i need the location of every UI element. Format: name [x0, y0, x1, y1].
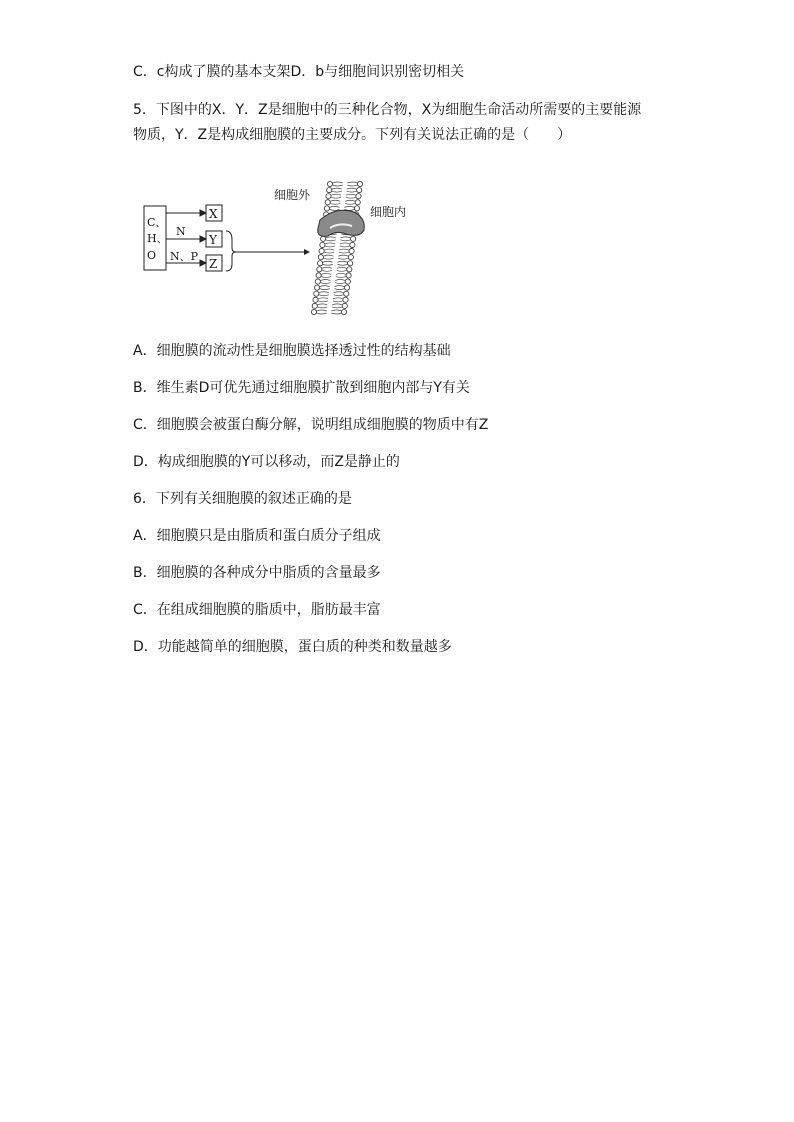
lipid-head	[317, 261, 322, 266]
lipid-head	[321, 236, 326, 241]
box-y-label: Y	[209, 233, 217, 247]
lipid-tail	[339, 249, 349, 253]
arrow-head-membrane	[304, 249, 310, 255]
lipid-tail	[330, 200, 340, 204]
lipid-head	[315, 279, 320, 284]
lipid-tail	[347, 188, 357, 192]
element-c: C、	[147, 216, 167, 229]
lipid-head	[313, 297, 318, 302]
lipid-head	[316, 273, 321, 278]
lipid-head	[356, 194, 361, 199]
q5-stem-line-1: 5．下图中的X．Y．Z是细胞中的三种化合物，X为细胞生命活动所需要的主要能源	[133, 102, 642, 118]
q6-option-b: B．细胞膜的各种成分中脂质的含量最多	[133, 565, 381, 581]
lipid-tail	[344, 206, 354, 210]
lipid-tail	[333, 298, 343, 302]
lipid-head	[357, 187, 362, 192]
box-z-label: Z	[209, 257, 218, 271]
lipid-head	[314, 291, 319, 296]
lipid-tail	[321, 273, 331, 277]
arrow-head-y	[200, 236, 206, 242]
lipid-head	[318, 255, 323, 260]
lipid-tail	[324, 249, 334, 253]
q5-option-a: A．细胞膜的流动性是细胞膜选择透过性的结构基础	[133, 343, 451, 359]
lipid-head	[319, 248, 324, 253]
lipid-head	[327, 181, 332, 186]
element-o: O	[147, 249, 157, 262]
lipid-tail	[336, 273, 346, 277]
lipid-tail	[320, 286, 330, 290]
label-outside: 细胞外	[274, 188, 311, 202]
lipid-tail	[335, 280, 345, 284]
membrane-figure	[140, 178, 407, 320]
arrow-head-z	[200, 260, 206, 266]
lipid-head	[355, 200, 360, 205]
lipid-tail	[341, 237, 351, 241]
lipid-head	[347, 261, 352, 266]
q6-stem: 6．下列有关细胞膜的叙述正确的是	[133, 491, 352, 507]
arrow-head-x	[200, 210, 206, 216]
lipid-head	[327, 187, 332, 192]
q6-option-d: D．功能越简单的细胞膜，蛋白质的种类和数量越多	[133, 639, 452, 655]
lipid-head	[320, 242, 325, 247]
lipid-tail	[331, 310, 341, 314]
lipid-head	[311, 309, 316, 314]
lipid-tail	[346, 194, 356, 198]
lipid-head	[350, 242, 355, 247]
box-x-label: X	[209, 207, 218, 221]
lipid-tail	[326, 237, 336, 241]
lipid-head	[341, 309, 346, 314]
lipid-head	[343, 297, 348, 302]
lipid-head	[344, 291, 349, 296]
label-inside: 细胞内	[370, 205, 407, 219]
lipid-tail	[345, 200, 355, 204]
q4-option-cd: C．c构成了膜的基本支架D．b与细胞间识别密切相关	[133, 64, 465, 80]
lipid-tail	[337, 261, 347, 265]
lipid-tail	[338, 255, 348, 259]
lipid-tail	[317, 304, 327, 308]
lipid-head	[324, 206, 329, 211]
q5-option-b: B．维生素D可优先通过细胞膜扩散到细胞内部与Y有关	[133, 380, 470, 396]
lipid-tail	[330, 206, 340, 210]
lipid-tail	[333, 182, 343, 186]
lipid-tail	[318, 298, 328, 302]
element-h: H、	[147, 232, 168, 245]
q5-option-d: D．构成细胞膜的Y可以移动，而Z是静止的	[133, 454, 400, 470]
lipid-head	[326, 194, 331, 199]
lipid-tail	[334, 286, 344, 290]
lipid-tail	[319, 292, 329, 296]
lipid-head	[344, 285, 349, 290]
q5-option-c: C．细胞膜会被蛋白酶分解，说明组成细胞膜的物质中有Z	[133, 417, 489, 433]
lipid-tail	[332, 188, 342, 192]
lipid-tail	[332, 304, 342, 308]
phospholipid-bilayer	[311, 181, 362, 314]
lipid-head	[348, 255, 353, 260]
lipid-head	[312, 303, 317, 308]
lipid-head	[314, 285, 319, 290]
lipid-head	[325, 200, 330, 205]
lipid-head	[347, 267, 352, 272]
lipid-tail	[334, 292, 344, 296]
lipid-head	[345, 279, 350, 284]
yz-brace	[226, 231, 236, 271]
label-np: N、P	[170, 250, 199, 263]
lipid-tail	[317, 310, 327, 314]
lipid-head	[351, 236, 356, 241]
lipid-tail	[322, 267, 332, 271]
lipid-head	[349, 248, 354, 253]
label-n: N	[176, 225, 186, 238]
lipid-head	[346, 273, 351, 278]
lipid-tail	[323, 255, 333, 259]
lipid-tail	[320, 280, 330, 284]
lipid-tail	[337, 267, 347, 271]
lipid-head	[357, 181, 362, 186]
lipid-head	[354, 206, 359, 211]
lipid-head	[342, 303, 347, 308]
q6-option-a: A．细胞膜只是由脂质和蛋白质分子组成	[133, 528, 381, 544]
lipid-tail	[325, 243, 335, 247]
lipid-tail	[323, 261, 333, 265]
q5-stem-line-2: 物质，Y．Z是构成细胞膜的主要成分。下列有关说法正确的是（ ）	[133, 127, 572, 143]
q6-option-c: C．在组成细胞膜的脂质中，脂肪最丰富	[133, 602, 381, 618]
lipid-head	[317, 267, 322, 272]
lipid-tail	[331, 194, 341, 198]
lipid-tail	[347, 182, 357, 186]
lipid-tail	[340, 243, 350, 247]
